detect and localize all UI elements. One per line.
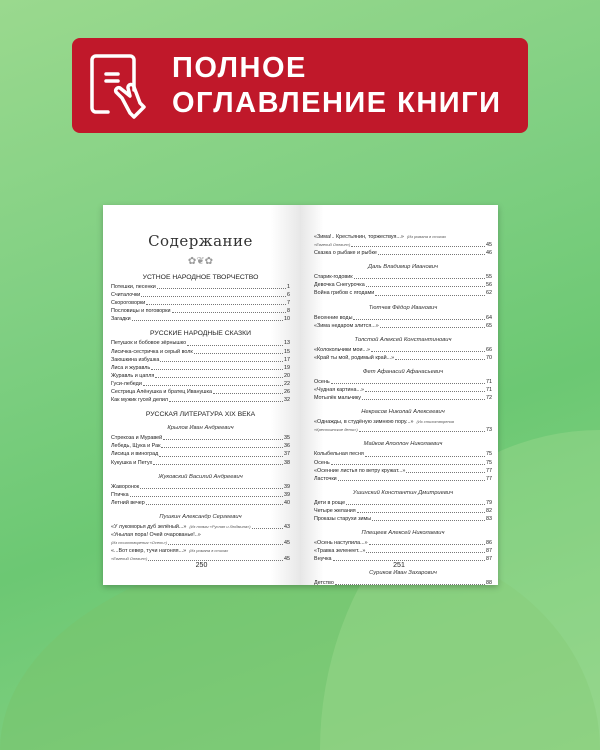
author-heading: Пушкин Александр Сергеевич [159, 513, 242, 520]
entry-page: 82 [486, 507, 492, 514]
dot-leader [157, 287, 286, 289]
entry-title: Сестрица Алёнушка и братец Иванушка [111, 389, 212, 396]
toc-entry [314, 249, 492, 257]
entry-title: «Осенние листья по ветру кружат...» [314, 467, 406, 474]
entry-page: 43 [284, 523, 290, 530]
dot-leader [346, 503, 485, 505]
dot-leader [160, 360, 283, 362]
toc-entry [111, 339, 290, 347]
entry-title: Ласточки [314, 475, 337, 482]
entry-title: Сказка о рыбаке и рыбке [314, 250, 377, 257]
entry-page: 75 [486, 459, 492, 466]
banner-title-line1: ПОЛНОЕ [172, 51, 307, 84]
entry-page: 73 [486, 427, 492, 434]
entry-title: Как мужик гусей делил [111, 397, 169, 404]
dot-leader [378, 253, 485, 255]
section-heading: РУССКАЯ ЛИТЕРАТУРА XIX ВЕКА [145, 411, 256, 419]
dot-leader [338, 479, 485, 481]
toc-entry [111, 539, 290, 547]
entry-title: Старик-годовик [314, 274, 353, 281]
entry-title: Колыбельная песня [314, 451, 364, 458]
author-heading: Суриков Иван Захарович [369, 570, 437, 577]
ornament-icon: ✿❦✿ [187, 256, 214, 267]
entry-title: Лисичка-сестричка и серый волк [111, 348, 193, 355]
author-heading: Некрасов Николай Алексеевич [361, 409, 445, 416]
entry-title: Весенние воды [314, 314, 353, 321]
toc-entry [314, 281, 492, 289]
dot-leader [380, 326, 485, 328]
entry-page: 32 [284, 397, 290, 404]
entry-page: 70 [486, 354, 492, 361]
entry-title: Летний вечер [111, 499, 145, 506]
entry-page: 66 [486, 346, 492, 353]
entry-page: 45 [284, 540, 290, 547]
entry-title: «Колокольчики мои...» [314, 346, 371, 353]
entry-page: 7 [287, 300, 290, 307]
entry-page: 39 [284, 483, 290, 490]
dot-leader [395, 358, 485, 360]
entry-page: 39 [284, 491, 290, 498]
entry-page: 6 [287, 292, 290, 299]
dot-leader [153, 463, 283, 465]
toc-entry [111, 547, 290, 555]
toc-entry [314, 314, 492, 322]
toc-entry [314, 289, 492, 297]
dot-leader [366, 551, 485, 553]
dot-leader [172, 311, 286, 313]
entry-note: (Из романа в стихах [189, 548, 229, 554]
dot-leader [159, 455, 283, 457]
entry-title: «Осень наступила...» [314, 540, 368, 547]
author-heading: Даль Владимир Иванович [368, 264, 438, 271]
toc-entry [111, 356, 290, 364]
entry-page: 56 [486, 282, 492, 289]
entry-title: «Унылая пора! Очей очарованье!..» [111, 531, 201, 538]
dot-leader [359, 430, 485, 432]
toc-entry [111, 315, 290, 323]
toc-entry [314, 507, 492, 515]
entry-page: 37 [284, 451, 290, 458]
entry-title: Детство [314, 580, 334, 587]
toc-entry [314, 426, 492, 434]
dot-leader [155, 376, 283, 378]
toc-entry [314, 475, 492, 483]
section-heading: УСТНОЕ НАРОДНОЕ ТВОРЧЕСТВО [142, 274, 259, 281]
entry-page: 72 [486, 395, 492, 402]
entry-page: 10 [284, 316, 290, 323]
entry-page: 36 [284, 443, 290, 450]
entry-title: Пословицы и поговорки [111, 308, 171, 315]
entry-note: (Из романа в стихах [406, 234, 446, 239]
toc-entry [314, 467, 492, 475]
entry-title: Дети в роще [314, 499, 346, 506]
dot-leader [168, 543, 283, 545]
toc-list-right [314, 233, 492, 587]
toc-entry [314, 273, 492, 281]
entry-title: Стрекоза и Муравей [111, 435, 163, 442]
author-heading: Ушинский Константин Дмитриевич [352, 489, 454, 496]
entry-note: (Из поэмы «Руслан и Людмила») [189, 523, 251, 529]
dot-leader [130, 495, 283, 497]
entry-title: Кукушка и Петух [111, 459, 153, 466]
entry-page: 38 [284, 459, 290, 466]
dot-leader [375, 294, 485, 296]
toc-entry [314, 547, 492, 555]
entry-note: «Крестьянские дети») [314, 427, 358, 433]
entry-title: «Однажды, в студёную зимнюю пору...» [314, 419, 414, 426]
entry-title: Заюшкина избушка [111, 356, 160, 363]
dot-leader [406, 471, 485, 473]
entry-page: 13 [284, 340, 290, 347]
toc-entry [111, 348, 290, 356]
toc-entry [314, 241, 492, 249]
entry-title: Осень [314, 378, 330, 385]
entry-title: «Зима недаром злится...» [314, 322, 379, 329]
entry-title: Считалочки [111, 292, 141, 299]
entry-page: 71 [486, 387, 492, 394]
dot-leader [353, 318, 485, 320]
toc-entry [314, 539, 492, 547]
dot-leader [187, 344, 283, 346]
author-heading: Плещеев Алексей Николаевич [361, 530, 445, 537]
dot-leader [371, 350, 485, 352]
dot-leader [331, 463, 485, 465]
dot-leader [335, 583, 485, 585]
entry-title: Четыре желания [314, 507, 356, 514]
entry-page: 1 [287, 284, 290, 290]
entry-title: Осень [314, 459, 330, 466]
entry-title: Девочка Снегурочка [314, 282, 365, 289]
dot-leader [161, 446, 283, 448]
toc-entry [314, 418, 492, 426]
entry-title: Война грибов с ягодами [314, 290, 375, 297]
entry-page: 71 [486, 378, 492, 385]
dot-leader [194, 352, 283, 354]
entry-page: 20 [284, 372, 290, 379]
toc-entry [314, 459, 492, 467]
entry-title: Гуси-лебеди [111, 380, 142, 387]
banner-title-line2: ОГЛАВЛЕНИЕ КНИГИ [172, 86, 502, 119]
dot-leader [141, 295, 286, 297]
page-left [103, 205, 300, 585]
dot-leader [331, 382, 485, 384]
dot-leader [163, 438, 283, 440]
toc-entry [314, 450, 492, 458]
entry-page: 19 [284, 364, 290, 371]
toc-list-left [111, 274, 290, 563]
toc-entry [111, 499, 290, 507]
dot-leader [169, 400, 283, 402]
dot-leader [146, 303, 286, 305]
document-hand-icon [86, 50, 158, 122]
toc-entry [314, 346, 492, 354]
toc-entry [314, 354, 492, 362]
dot-leader [362, 398, 485, 400]
dot-leader [213, 392, 283, 394]
dot-leader [372, 519, 485, 521]
entry-title: «У лукоморья дуб зелёный...» [111, 523, 187, 530]
open-book [103, 205, 498, 585]
toc-entry [111, 491, 290, 499]
entry-page: 15 [284, 348, 290, 355]
entry-title: «Край ты мой, родимый край...» [314, 354, 395, 361]
toc-entry [314, 394, 492, 402]
author-heading: Майков Аполлон Николаевич [363, 441, 443, 448]
dot-leader [140, 487, 283, 489]
entry-title: Мотылёк мальчику [314, 395, 362, 402]
toc-entry [111, 396, 290, 404]
author-heading: Тютчев Фёдор Иванович [368, 304, 438, 311]
page-number: 251 [393, 562, 405, 569]
entry-title: Жаворонок [111, 483, 140, 490]
toc-entry [111, 523, 290, 531]
entry-page: 22 [284, 380, 290, 387]
entry-title: Внучка [314, 556, 332, 563]
entry-note: (Из стихотворения [416, 419, 454, 425]
toc-entry [111, 291, 290, 299]
entry-title: Птичка [111, 491, 129, 498]
entry-page: 45 [284, 556, 290, 563]
entry-page: 65 [486, 322, 492, 329]
entry-page: 46 [486, 250, 492, 257]
toc-entry [111, 380, 290, 388]
entry-note: «Евгений Онегин») [111, 556, 148, 562]
entry-page: 64 [486, 314, 492, 321]
entry-title: Лиса и журавль [111, 364, 151, 371]
toc-entry [111, 299, 290, 307]
entry-title: Проказы старухи зимы [314, 515, 372, 522]
toc-entry [111, 388, 290, 396]
page-right [300, 205, 498, 585]
entry-title: «Травка зеленеет...» [314, 548, 366, 555]
author-heading: Толстой Алексей Константинович [354, 336, 452, 343]
entry-page: 77 [486, 475, 492, 482]
entry-page: 75 [486, 451, 492, 458]
dot-leader [357, 511, 485, 513]
dot-leader [351, 245, 485, 247]
entry-title: «Чудная картина...» [314, 387, 364, 394]
toc-entry [314, 322, 492, 330]
entry-page: 86 [486, 540, 492, 547]
entry-page: 35 [284, 435, 290, 442]
dot-leader [365, 455, 485, 457]
entry-page: 77 [486, 467, 492, 474]
toc-entry [314, 378, 492, 386]
entry-note: (Из стихотворения «Осень») [111, 540, 168, 546]
entry-page: 88 [486, 580, 492, 587]
entry-page: 8 [287, 308, 290, 315]
toc-entry [314, 515, 492, 523]
author-heading: Жуковский Василий Андреевич [158, 473, 243, 480]
toc-entry [111, 483, 290, 491]
toc-entry [314, 386, 492, 394]
toc-entry [111, 459, 290, 467]
dot-leader [252, 527, 283, 529]
toc-entry [111, 442, 290, 450]
entry-page: 87 [486, 556, 492, 563]
toc-entry [111, 364, 290, 372]
dot-leader [143, 384, 283, 386]
toc-entry [111, 531, 290, 539]
entry-title: Загадки [111, 316, 131, 323]
entry-page: 40 [284, 499, 290, 506]
page-number: 250 [195, 562, 208, 569]
entry-page: 79 [486, 499, 492, 506]
toc-entry [314, 233, 492, 241]
dot-leader [366, 285, 485, 287]
author-heading: Фет Афанасий Афанасьевич [362, 368, 444, 375]
entry-title: Журавль и цапля [111, 372, 155, 379]
contents-title: Содержание [148, 232, 253, 250]
entry-page: 45 [486, 242, 492, 249]
toc-entry [111, 283, 290, 291]
toc-entry [314, 499, 492, 507]
dot-leader [146, 503, 283, 505]
entry-note: «Евгений Онегин») [314, 242, 351, 248]
entry-page: 55 [486, 274, 492, 281]
entry-title: Лисица и виноград [111, 451, 159, 458]
dot-leader [365, 390, 485, 392]
author-heading: Крылов Иван Андреевич [167, 425, 234, 432]
entry-title: «Зима!.. Крестьянин, торжествуя...» [314, 234, 404, 240]
entry-page: 87 [486, 548, 492, 555]
entry-title: Потешки, песенки [111, 284, 156, 290]
toc-entry [111, 307, 290, 315]
entry-title: Скороговорки [111, 300, 146, 307]
entry-title: Петушок и бобовое зёрнышко [111, 340, 187, 347]
entry-page: 17 [284, 356, 290, 363]
entry-page: 26 [284, 389, 290, 396]
entry-page: 83 [486, 515, 492, 522]
toc-entry [111, 434, 290, 442]
dot-leader [151, 368, 283, 370]
banner [72, 38, 528, 133]
toc-entry [111, 450, 290, 458]
toc-entry [111, 372, 290, 380]
entry-page: 62 [486, 290, 492, 297]
toc-entry [314, 579, 492, 587]
entry-title: «...Вот север, тучи нагоняя...» [111, 548, 187, 555]
entry-title: Лебедь, Щука и Рак [111, 443, 161, 450]
dot-leader [354, 277, 485, 279]
dot-leader [369, 543, 485, 545]
dot-leader [132, 319, 283, 321]
section-heading: РУССКИЕ НАРОДНЫЕ СКАЗКИ [150, 330, 251, 338]
